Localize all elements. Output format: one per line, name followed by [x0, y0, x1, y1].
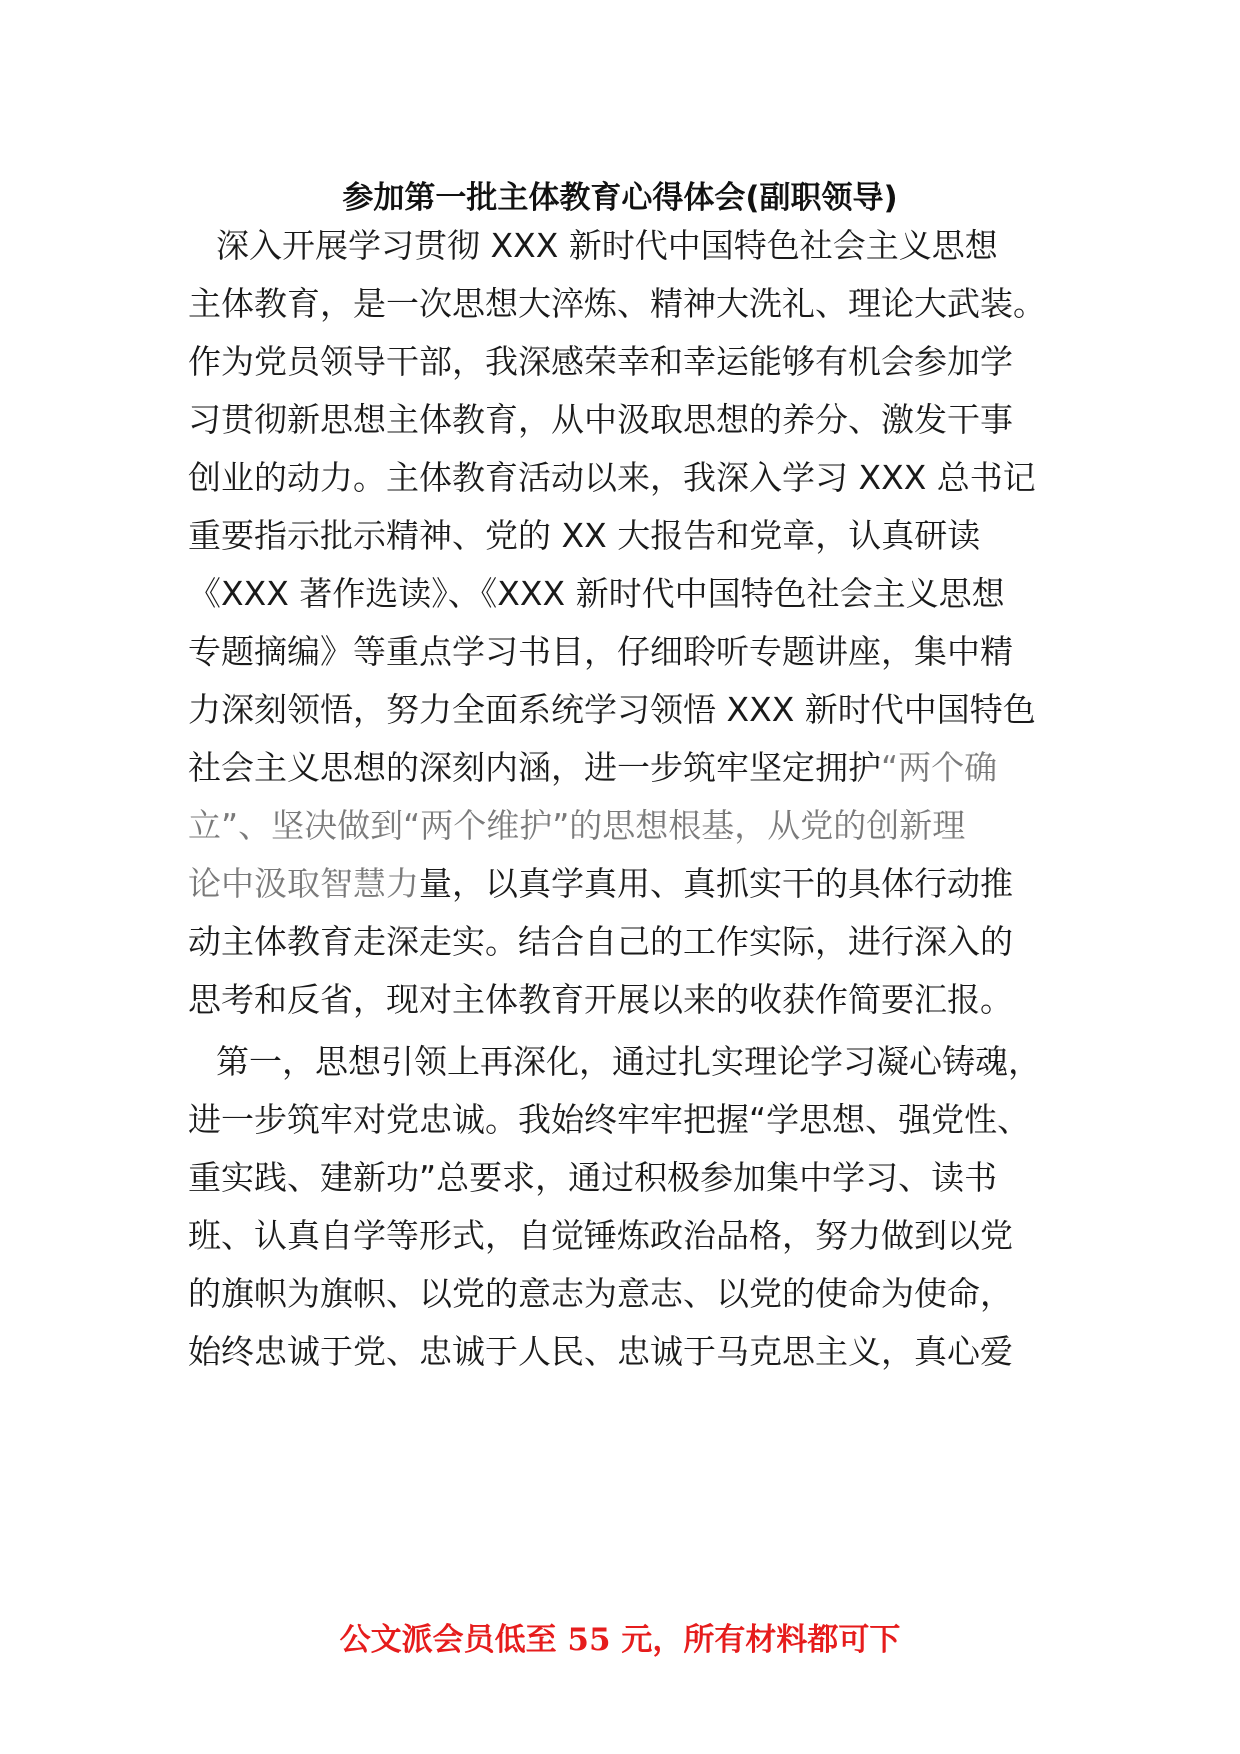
line-12-faded-text: 论中汲取智慧力 [188, 864, 419, 903]
paragraph-1-line-7: 《XXX 著作选读》、《XXX 新时代中国特色社会主义思想 [188, 574, 1005, 613]
paragraph-2-line-6: 始终忠诚于党、忠诚于人民、忠诚于马克思主义，真心爱 [188, 1332, 1013, 1371]
paragraph-2-line-3: 重实践、建新功”总要求，通过积极参加集中学习、读书 [188, 1158, 998, 1197]
paragraph-2-line-2: 进一步筑牢对党忠诚。我始终牢牢把握“学思想、强党性、 [188, 1100, 1031, 1139]
line-12-dark-text: 量，以真学真用、真抓实干的具体行动推 [419, 864, 1013, 903]
paragraph-1-line-4: 习贯彻新思想主体教育，从中汲取思想的养分、激发干事 [188, 400, 1013, 439]
line-10-dark-text: 社会主义思想的深刻内涵，进一步筑牢坚定拥护 [188, 748, 881, 787]
paragraph-1-line-13: 动主体教育走深走实。结合自己的工作实际，进行深入的 [188, 922, 1013, 961]
paragraph-1-line-11: 立”、坚决做到“两个维护”的思想根基，从党的创新理 [188, 806, 966, 845]
paragraph-1-line-14: 思考和反省，现对主体教育开展以来的收获作简要汇报。 [188, 980, 1013, 1019]
paragraph-1-line-2: 主体教育，是一次思想大淬炼、精神大洗礼、理论大武装。 [188, 284, 1046, 323]
paragraph-1-line-8: 专题摘编》等重点学习书目，仔细聆听专题讲座，集中精 [188, 632, 1013, 671]
paragraph-1-line-5: 创业的动力。主体教育活动以来，我深入学习 XXX 总书记 [188, 458, 1036, 497]
promo-footer: 公文派会员低至 55 元，所有材料都可下 [339, 1622, 901, 1658]
paragraph-1-line-1: 深入开展学习贯彻 XXX 新时代中国特色社会主义思想 [216, 226, 998, 265]
document-title: 参加第一批主体教育心得体会(副职领导) [342, 180, 898, 216]
line-10-faded-text: “两个确 [881, 748, 998, 787]
paragraph-1-line-12 [188, 862, 1013, 906]
paragraph-2-line-1: 第一，思想引领上再深化，通过扎实理论学习凝心铸魂， [216, 1042, 1041, 1081]
paragraph-1-line-3: 作为党员领导干部，我深感荣幸和幸运能够有机会参加学 [188, 342, 1013, 381]
paragraph-1-line-9: 力深刻领悟，努力全面系统学习领悟 XXX 新时代中国特色 [188, 690, 1036, 729]
paragraph-1-line-6: 重要指示批示精神、党的 XX 大报告和党章，认真研读 [188, 516, 981, 555]
paragraph-2-line-4: 班、认真自学等形式，自觉锤炼政治品格，努力做到以党 [188, 1216, 1013, 1255]
paragraph-2-line-5: 的旗帜为旗帜、以党的意志为意志、以党的使命为使命， [188, 1274, 1013, 1313]
paragraph-1-line-10 [188, 746, 997, 790]
